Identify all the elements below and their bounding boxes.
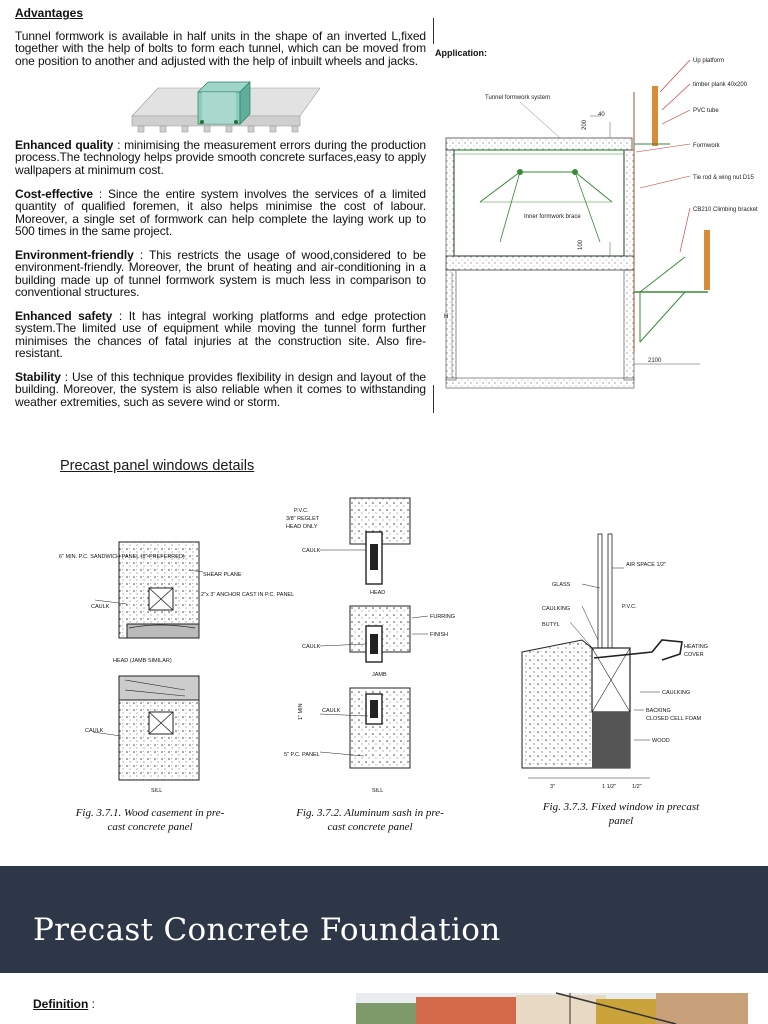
fig2-label-pvc: P.V.C. xyxy=(294,508,309,514)
label-climbing-bracket: CB210 Climbing bracket xyxy=(693,207,758,213)
label-up-platform: Up platform xyxy=(693,58,725,64)
fig2-label-reglet: 3/8" REGLET xyxy=(286,516,320,522)
label-dim-40: 40 xyxy=(598,112,605,118)
fig1-label-caulk: CAULK xyxy=(91,604,110,610)
advantage-enhanced-quality: Enhanced quality : minimising the measurement errors during the production process.The technology helps provide smooth concrete surfaces,easy to apply wallpapers at minimum cost. xyxy=(15,138,426,177)
fig2-label-head: HEAD xyxy=(370,590,386,596)
fig3-label-dim-1half: 1 1/2" xyxy=(602,784,617,790)
label-formwork: Formwork xyxy=(693,143,720,149)
fig3-label-butyl: BUTYL xyxy=(542,622,560,628)
precast-windows-title: Precast panel windows details xyxy=(60,458,255,474)
fig1-label-head: HEAD (JAMB SIMILAR) xyxy=(113,658,172,664)
fig2-label-jamb: JAMB xyxy=(372,672,387,678)
fig-3-7-1-drawing xyxy=(55,540,295,800)
fig2-label-furring: FURRING xyxy=(430,614,456,620)
fig2-label-panel: 5" P.C. PANEL xyxy=(284,752,320,758)
fig2-label-finish: FINISH xyxy=(430,632,449,638)
fig-3-7-3-caption: Fig. 3.7.3. Fixed window in precast panel xyxy=(542,801,700,827)
fig2-label-head-only: HEAD ONLY xyxy=(286,524,318,530)
advantage-environment-friendly: Environment-friendly : This restricts the usage of wood,considered to be environment-friendly. Moreover, the brunt of heating and air-conditioning in a building made up of tunnel formwork system is much less in comparison to conventional structures. xyxy=(15,248,426,299)
fig-3-7-1-caption: Fig. 3.7.1. Wood casement in pre- cast concrete panel xyxy=(75,807,225,833)
column-divider-bottom xyxy=(433,385,434,413)
fig-3-7-2-caption: Fig. 3.7.2. Aluminum sash in pre- cast concrete panel xyxy=(296,807,444,833)
advantage-enhanced-safety: Enhanced safety : It has integral working platforms and edge protection system.The limited use of equipment while moving the tunnel form further minimises the chances of fatal injuries at the construction site. Also fire-resistant. xyxy=(15,309,426,360)
fig2-label-min: 1" MIN xyxy=(298,703,304,720)
banner-title: Precast Concrete Foundation xyxy=(33,912,501,948)
fig2-label-caulk2: CAULK xyxy=(302,644,321,650)
fig3-label-air-space: AIR SPACE 1/2" xyxy=(626,562,667,568)
fig1-label-shear: SHEAR PLANE xyxy=(203,572,242,578)
definition-label: Definition : xyxy=(33,997,95,1011)
fig3-label-dim-half: 1/2" xyxy=(632,784,642,790)
label-tunnel-system: Tunnel formwork system xyxy=(485,95,551,101)
fig1-label-sill: SILL xyxy=(151,788,163,794)
column-divider-top xyxy=(433,18,434,44)
label-pvc-tube: PVC tube xyxy=(693,108,719,114)
fig2-label-caulk3: CAULK xyxy=(322,708,341,714)
tunnel-application-drawing xyxy=(440,52,768,412)
label-dim-100: 100 xyxy=(578,239,584,250)
application-title: Application: xyxy=(435,48,487,58)
fig3-label-dim-3: 3" xyxy=(550,784,556,790)
fig3-label-pvc: P.V.C. xyxy=(622,604,637,610)
fig-3-7-3-drawing xyxy=(512,530,722,794)
label-dim-200: 200 xyxy=(582,119,588,130)
fig3-label-backing-1: BACKING xyxy=(646,708,671,714)
label-timber-plank: timber plank 40x200 xyxy=(693,82,748,88)
fig3-label-heating-2: COVER xyxy=(684,652,704,658)
fig3-label-caulking2: CAULKING xyxy=(662,690,691,696)
label-dim-h: H xyxy=(444,314,449,320)
fig-3-7-2-drawing xyxy=(280,494,460,800)
fig2-label-caulk: CAULK xyxy=(302,548,321,554)
fig3-label-glass: GLASS xyxy=(552,582,571,588)
fig3-label-wood: WOOD xyxy=(652,738,670,744)
advantage-cost-effective: Cost-effective : Since the entire system involves the services of a limited quantity of qualified foremen, it also helps minimise the cost of labour. Moreover, a single set of formwork can help complete the laying work up to 500 times in the same project. xyxy=(15,187,426,238)
fig1-label-sandwich: 6" MIN. P.C. SANDWICH PANEL (8" PREFERRED) xyxy=(59,554,185,560)
fig1-label-anchor: 2"x 3" ANCHOR CAST IN P.C. PANEL xyxy=(201,592,295,598)
advantage-stability: Stability : Use of this technique provides flexibility in design and layout of the building. Moreover, the system is also reliable when it comes to withstanding weather extremities, such as severe wind or storm. xyxy=(15,370,426,409)
label-dim-2100: 2100 xyxy=(648,358,662,364)
fig1-label-caulk2: CAULK xyxy=(85,728,104,734)
label-tie-rod: Tie rod & wing nut D15 xyxy=(693,175,754,181)
advantages-intro: Tunnel formwork is available in half units in the shape of an inverted L,fixed together with the help of bolts to form each tunnel, which can be moved from one position to another and adjusted with the help of inbuilt wheels and jacks. xyxy=(15,29,426,68)
fig3-label-backing-2: CLOSED CELL FOAM xyxy=(646,716,702,722)
tunnel-formwork-illustration xyxy=(130,74,322,136)
foundation-photo xyxy=(356,993,748,1024)
fig2-label-sill: SILL xyxy=(372,788,384,794)
fig3-label-caulking: CAULKING xyxy=(542,606,571,612)
label-inner-brace: Inner formwork brace xyxy=(524,214,581,220)
advantages-heading: Advantages xyxy=(15,6,84,20)
fig3-label-heating-1: HEATING xyxy=(684,644,709,650)
